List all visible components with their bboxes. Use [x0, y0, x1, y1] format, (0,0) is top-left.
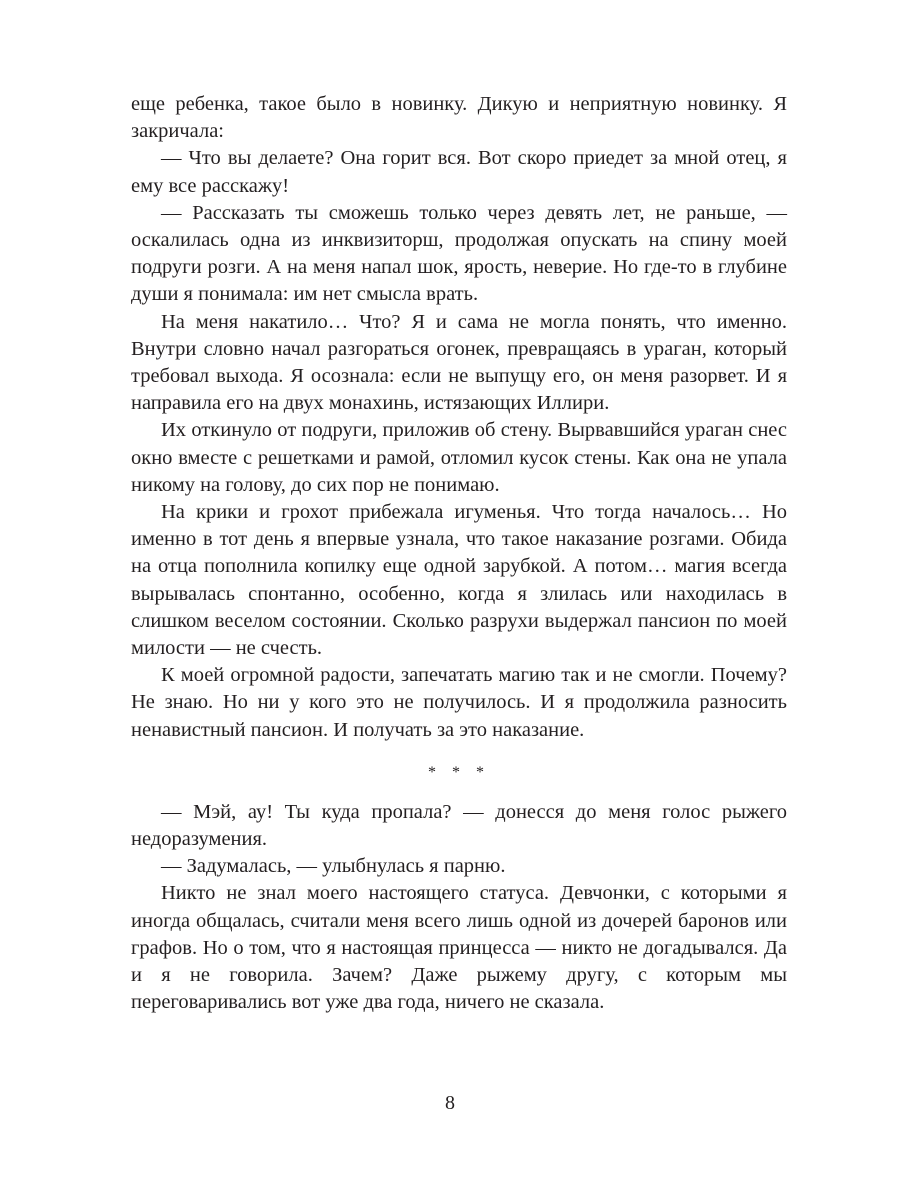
paragraph: еще ребенка, такое было в новинку. Дикую и неприятную новинку. Я закричала: — [131, 93, 787, 143]
paragraph: На крики и грохот прибежала игуменья. Что тогда началось… Но именно в тот день я впервые узнала, что такое наказание розгами. Обида на отца пополнила копилку еще одной зарубкой. А потом… магия всегда вырывалась спонтанно, особенно, когда я злилась или находилась в слишком веселом состоянии. Сколько разрухи выдержал пансион по моей милости — не счесть. — [131, 501, 787, 660]
paragraph: К моей огромной радости, запечатать магию так и не смогли. Почему? Не знаю. Но ни у кого это не получилось. И я продолжила разносить ненавистный пансион. И получать за это наказание. — [131, 664, 787, 741]
page-number: 8 — [445, 1092, 455, 1114]
paragraph: — Задумалась, — улыбнулась я парню. — [161, 855, 506, 878]
paragraph: Никто не знал моего настоящего статуса. Девчонки, с которыми я иногда общалась, считали меня всего лишь одной из дочерей баронов или графов. Но о том, что я настоящая принцесса — никто не догадывался. Да и я не говорила. Зачем? Даже рыжему другу, с которым мы переговаривались вот уже два года, ничего не сказала. — [131, 882, 787, 1014]
page-body — [131, 91, 787, 1017]
paragraph: На меня накатило… Что? Я и сама не могла понять, что именно. Внутри словно начал разгораться огонек, превращаясь в ураган, который требовал выхода. Я осознала: если не выпущу его, он меня разорвет. И я направила его на двух монахинь, истязающих Иллири. — [131, 310, 787, 415]
paragraph: Их откинуло от подруги, приложив об стену. Вырвавшийся ураган снес окно вместе с решетками и рамой, отломил кусок стены. Как она не упала никому на голову, до сих пор не понимаю. — [131, 419, 787, 496]
section-break: * * * — [428, 763, 490, 781]
paragraph: — Рассказать ты сможешь только через девять лет, не раньше, — оскалилась одна из инквизиторш, продолжая опускать на спину моей подруги розги. А на меня напал шок, ярость, неверие. Но где-то в глубине души я понимала: им нет смысла врать. — [131, 201, 787, 306]
paragraph: — Что вы делаете? Она горит вся. Вот скоро приедет за мной отец, я ему все расскажу! — [131, 147, 787, 197]
paragraph: — Мэй, ау! Ты куда пропала? — донесся до меня голос рыжего недоразумения. — [131, 800, 787, 851]
